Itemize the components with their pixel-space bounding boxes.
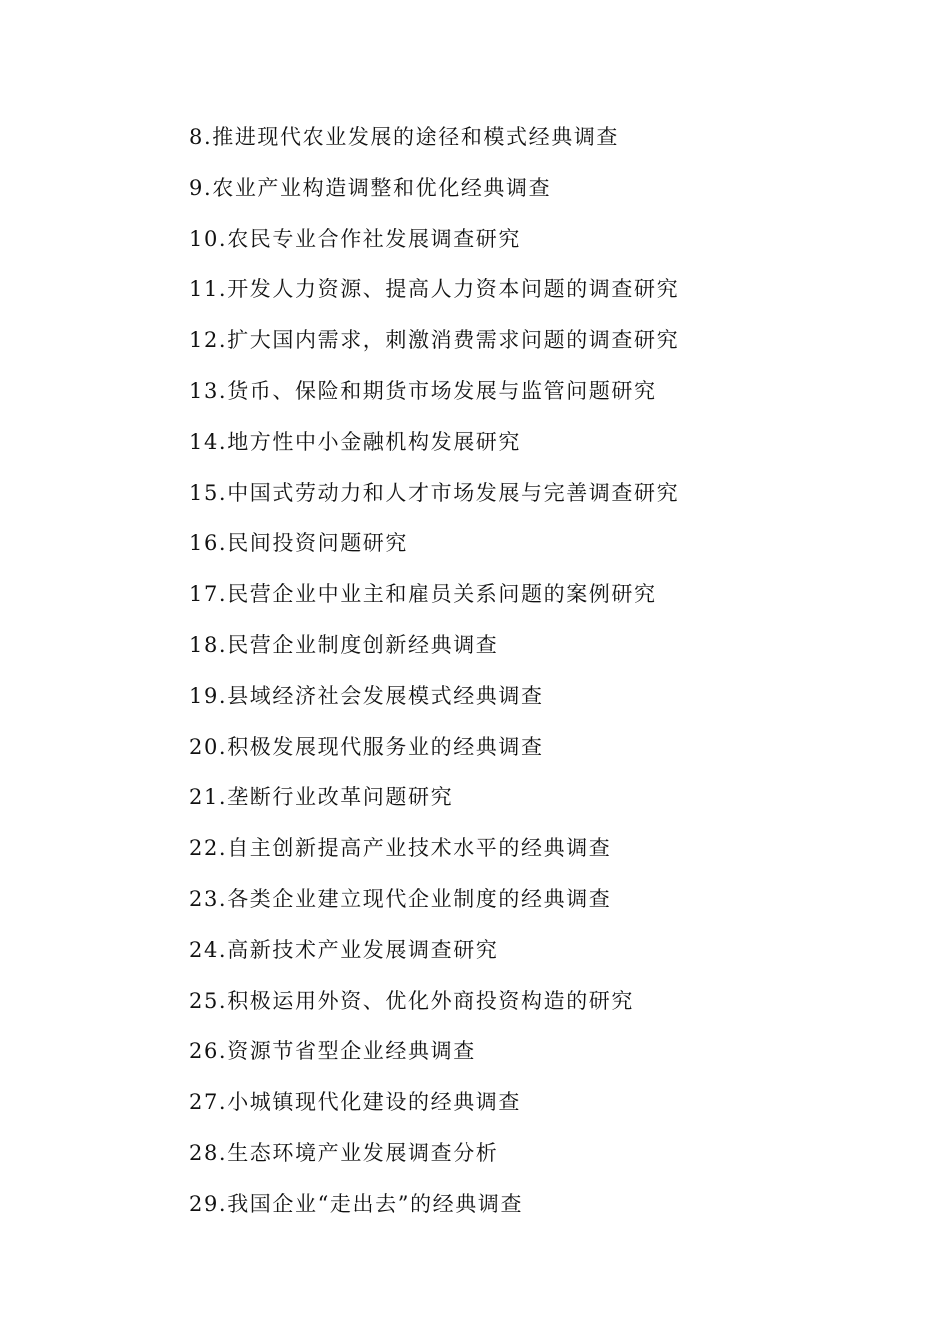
list-item: 18.民营企业制度创新经典调查	[189, 632, 499, 657]
list-item: 19.县域经济社会发展模式经典调查	[189, 683, 544, 708]
list-item: 20.积极发展现代服务业的经典调查	[189, 734, 544, 759]
list-item: 11.开发人力资源、提高人力资本问题的调查研究	[189, 277, 680, 302]
list-item: 9.农业产业构造调整和优化经典调查	[189, 175, 552, 200]
list-item: 10.农民专业合作社发展调查研究	[189, 226, 521, 251]
list-item: 8.推进现代农业发展的途径和模式经典调查	[189, 125, 620, 149]
list-item: 14.地方性中小金融机构发展研究	[189, 429, 521, 454]
list-item: 24.高新技术产业发展调查研究	[189, 937, 499, 962]
list-item: 28.生态环境产业发展调查分析	[189, 1140, 499, 1165]
list-item: 13.货币、保险和期货市场发展与监管问题研究	[189, 378, 657, 403]
list-item: 16.民间投资问题研究	[189, 531, 408, 556]
topic-list	[189, 118, 889, 1236]
list-item: 29.我国企业“走出去”的经典调查	[189, 1191, 524, 1216]
list-item: 25.积极运用外资、优化外商投资构造的研究	[189, 988, 634, 1013]
list-item: 26.资源节省型企业经典调查	[189, 1039, 476, 1064]
list-item: 27.小城镇现代化建设的经典调查	[189, 1090, 521, 1115]
list-item: 15.中国式劳动力和人才市场发展与完善调查研究	[189, 480, 680, 505]
list-item: 22.自主创新提高产业技术水平的经典调查	[189, 836, 612, 861]
list-item: 17.民营企业中业主和雇员关系问题的案例研究	[189, 582, 657, 607]
list-item: 12.扩大国内需求，刺激消费需求问题的调查研究	[189, 328, 680, 353]
list-item: 23.各类企业建立现代企业制度的经典调查	[189, 886, 612, 911]
list-item: 21.垄断行业改革问题研究	[189, 785, 454, 810]
